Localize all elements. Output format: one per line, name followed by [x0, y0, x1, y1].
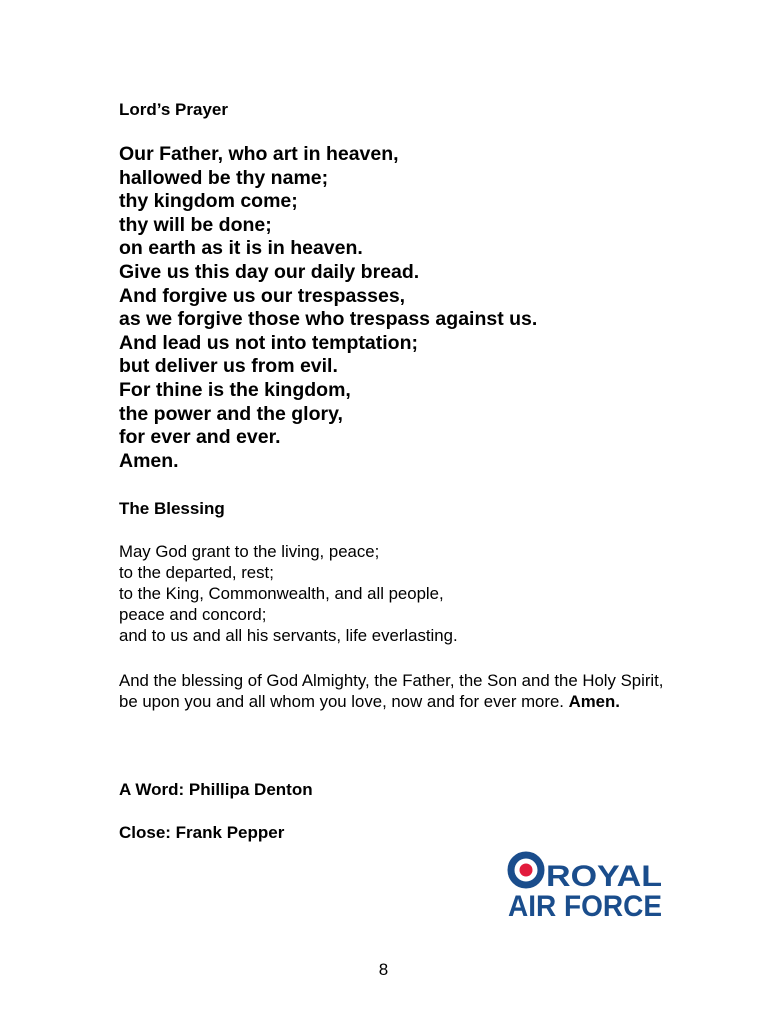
- prayer-line: as we forgive those who trespass against us.: [119, 308, 538, 331]
- lords-prayer-text: [119, 143, 537, 473]
- close-credit: Close: Frank Pepper: [119, 823, 285, 842]
- prayer-line: thy will be done;: [119, 213, 272, 236]
- prayer-line: And lead us not into temptation;: [119, 331, 418, 354]
- svg-text:ROYAL: ROYAL: [546, 860, 662, 893]
- blessing-paragraph-text: And the blessing of God Almighty, the Father, the Son and the Holy Spirit, be upon you and all whom you love, now and for ever more.: [119, 671, 664, 711]
- page-number: 8: [378, 960, 389, 979]
- blessing-line: to the King, Commonwealth, and all people,: [119, 584, 444, 603]
- prayer-line: Give us this day our daily bread.: [119, 260, 420, 283]
- prayer-line: thy kingdom come;: [119, 190, 298, 213]
- prayer-line: Amen.: [119, 449, 179, 472]
- prayer-line: hallowed be thy name;: [119, 166, 329, 189]
- blessing-line: May God grant to the living, peace;: [119, 542, 380, 561]
- blessing-amen: Amen.: [568, 692, 620, 711]
- prayer-line: For thine is the kingdom,: [119, 378, 351, 401]
- raf-roundel-icon: [506, 850, 666, 920]
- blessing-line: peace and concord;: [119, 605, 267, 624]
- a-word-credit: A Word: Phillipa Denton: [119, 780, 313, 799]
- blessing-line: and to us and all his servants, life everlasting.: [119, 626, 458, 645]
- prayer-line: for ever and ever.: [119, 426, 281, 449]
- blessing-text: [119, 541, 458, 646]
- prayer-line: And forgive us our trespasses,: [119, 284, 406, 307]
- prayer-line: on earth as it is in heaven.: [119, 237, 363, 260]
- prayer-line: Our Father, who art in heaven,: [119, 143, 399, 165]
- svg-text:AIR FORCE: AIR FORCE: [508, 890, 662, 920]
- prayer-line: the power and the glory,: [119, 402, 343, 425]
- prayer-line: but deliver us from evil.: [119, 355, 338, 378]
- heading-blessing: The Blessing: [119, 499, 225, 518]
- raf-logo: [506, 850, 666, 920]
- blessing-line: to the departed, rest;: [119, 563, 274, 582]
- blessing-paragraph: [119, 670, 679, 712]
- heading-lords-prayer: Lord’s Prayer: [119, 100, 228, 119]
